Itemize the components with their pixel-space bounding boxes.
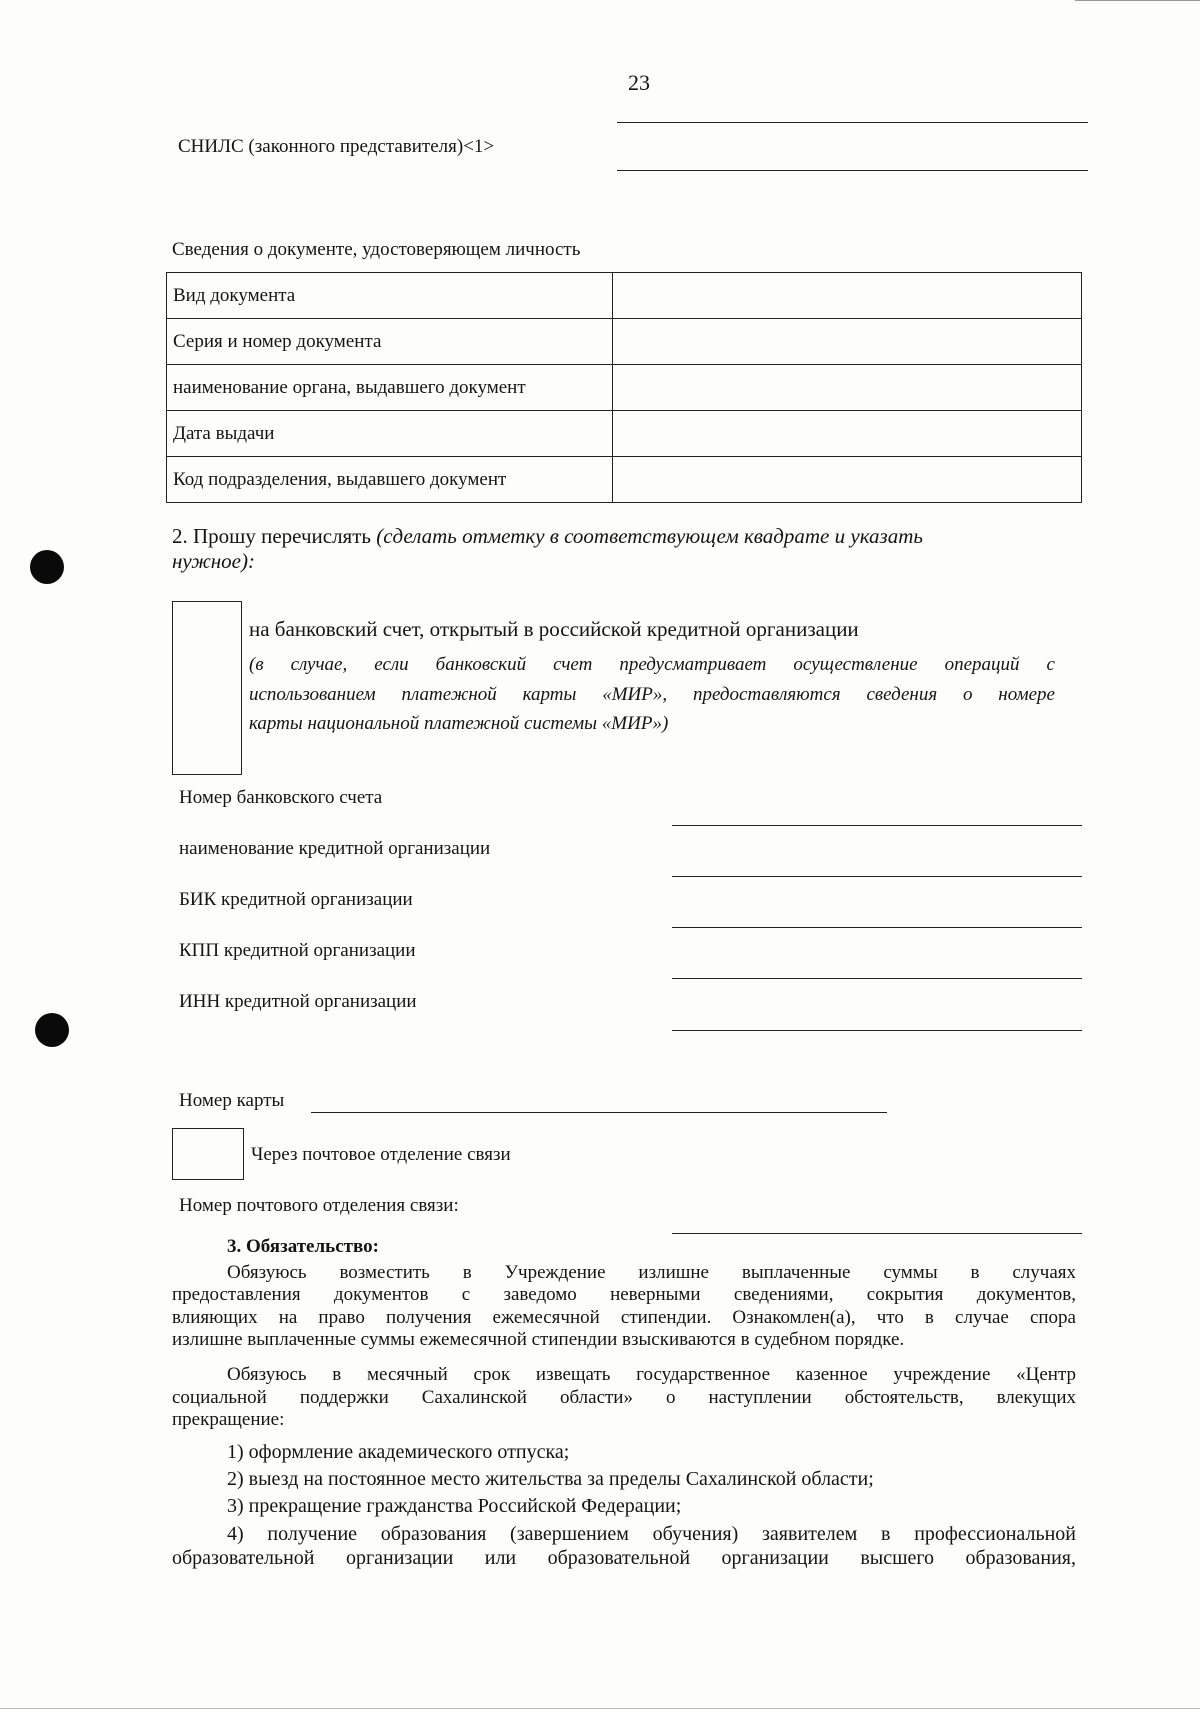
table-row bbox=[167, 273, 1082, 319]
post-office-checkbox[interactable] bbox=[172, 1128, 244, 1180]
section3-title: 3. Обязательство: bbox=[227, 1236, 379, 1257]
row-label: Код подразделения, выдавшего документ bbox=[167, 457, 613, 503]
scan-edge-bottom bbox=[0, 1708, 1200, 1709]
bank-option-note-2: использованием платежной карты «МИР», предоставляются сведения о номере bbox=[249, 684, 1055, 705]
card-number-label: Номер карты bbox=[179, 1090, 285, 1111]
punch-hole-top bbox=[30, 550, 64, 584]
obligation-p2-line1: Обязуюсь в месячный срок извещать государственное казенное учреждение «Центр bbox=[227, 1364, 1076, 1385]
id-doc-table bbox=[166, 272, 1082, 503]
row-label: наименование органа, выдавшего документ bbox=[167, 365, 613, 411]
section2-intro-note-cont: нужное): bbox=[172, 549, 255, 573]
list-item: 1) оформление академического отпуска; bbox=[227, 1441, 570, 1463]
credit-org-name-label: наименование кредитной организации bbox=[179, 838, 491, 859]
bank-option-note-1: (в случае, если банковский счет предусматривает осуществление операций с bbox=[249, 654, 1055, 675]
snils-line-1 bbox=[617, 122, 1088, 123]
bank-account-checkbox[interactable] bbox=[172, 601, 242, 775]
obligation-p2-line2: социальной поддержки Сахалинской области» о наступлении обстоятельств, влекущих bbox=[172, 1387, 1076, 1408]
punch-hole-bottom bbox=[35, 1013, 69, 1047]
table-row bbox=[167, 319, 1082, 365]
obligation-p2-line3: прекращение: bbox=[172, 1409, 285, 1430]
doc-series-number-field[interactable] bbox=[613, 319, 1082, 365]
credit-org-name-field[interactable] bbox=[672, 876, 1082, 877]
inn-field[interactable] bbox=[672, 1030, 1082, 1031]
card-number-field[interactable] bbox=[311, 1112, 887, 1113]
inn-label: ИНН кредитной организации bbox=[179, 991, 417, 1012]
post-option-title: Через почтовое отделение связи bbox=[251, 1144, 511, 1165]
list-item: 2) выезд на постоянное место жительства за пределы Сахалинской области; bbox=[227, 1468, 874, 1490]
row-label: Дата выдачи bbox=[167, 411, 613, 457]
bank-option-title: на банковский счет, открытый в российской кредитной организации bbox=[249, 617, 859, 641]
department-code-field[interactable] bbox=[613, 457, 1082, 503]
snils-field[interactable] bbox=[617, 170, 1088, 171]
section2-intro-lead: 2. Прошу перечислять bbox=[172, 524, 377, 548]
obligation-p1-line1: Обязуюсь возместить в Учреждение излишне выплаченные суммы в случаях bbox=[227, 1262, 1076, 1283]
scan-edge-top bbox=[1075, 0, 1200, 1]
post-office-number-label: Номер почтового отделения связи: bbox=[179, 1195, 459, 1216]
bik-label: БИК кредитной организации bbox=[179, 889, 413, 910]
list-item: 3) прекращение гражданства Российской Федерации; bbox=[227, 1495, 682, 1517]
table-row bbox=[167, 365, 1082, 411]
row-label: Серия и номер документа bbox=[167, 319, 613, 365]
obligation-p1-line2: предоставления документов с заведомо неверными сведениями, сокрытия документов, bbox=[172, 1284, 1076, 1305]
bank-option-note-3: карты национальной платежной системы «МИР») bbox=[249, 713, 669, 734]
row-label: Вид документа bbox=[167, 273, 613, 319]
snils-label: СНИЛС (законного представителя)<1> bbox=[178, 136, 495, 157]
list-item-4-line1: 4) получение образования (завершением обучения) заявителем в профессиональной bbox=[227, 1523, 1076, 1545]
doc-type-field[interactable] bbox=[613, 273, 1082, 319]
page-number: 23 bbox=[628, 70, 650, 95]
id-doc-title: Сведения о документе, удостоверяющем личность bbox=[172, 239, 581, 260]
issuing-authority-field[interactable] bbox=[613, 365, 1082, 411]
obligation-p1-line3: влияющих на право получения ежемесячной стипендии. Ознакомлен(а), что в случае спора bbox=[172, 1307, 1076, 1328]
list-item-4-line2: образовательной организации или образовательной организации высшего образования, bbox=[172, 1547, 1076, 1569]
kpp-field[interactable] bbox=[672, 978, 1082, 979]
table-row bbox=[167, 457, 1082, 503]
issue-date-field[interactable] bbox=[613, 411, 1082, 457]
obligation-p1-line4: излишне выплаченные суммы ежемесячной стипендии взыскиваются в судебном порядке. bbox=[172, 1329, 905, 1350]
bik-field[interactable] bbox=[672, 927, 1082, 928]
post-office-number-field[interactable] bbox=[672, 1233, 1082, 1234]
kpp-label: КПП кредитной организации bbox=[179, 940, 416, 961]
bank-account-number-field[interactable] bbox=[672, 825, 1082, 826]
bank-account-number-label: Номер банковского счета bbox=[179, 787, 383, 808]
section2-intro bbox=[172, 524, 923, 549]
table-row bbox=[167, 411, 1082, 457]
section2-intro-note: (сделать отметку в соответствующем квадрате и указать bbox=[376, 524, 923, 548]
